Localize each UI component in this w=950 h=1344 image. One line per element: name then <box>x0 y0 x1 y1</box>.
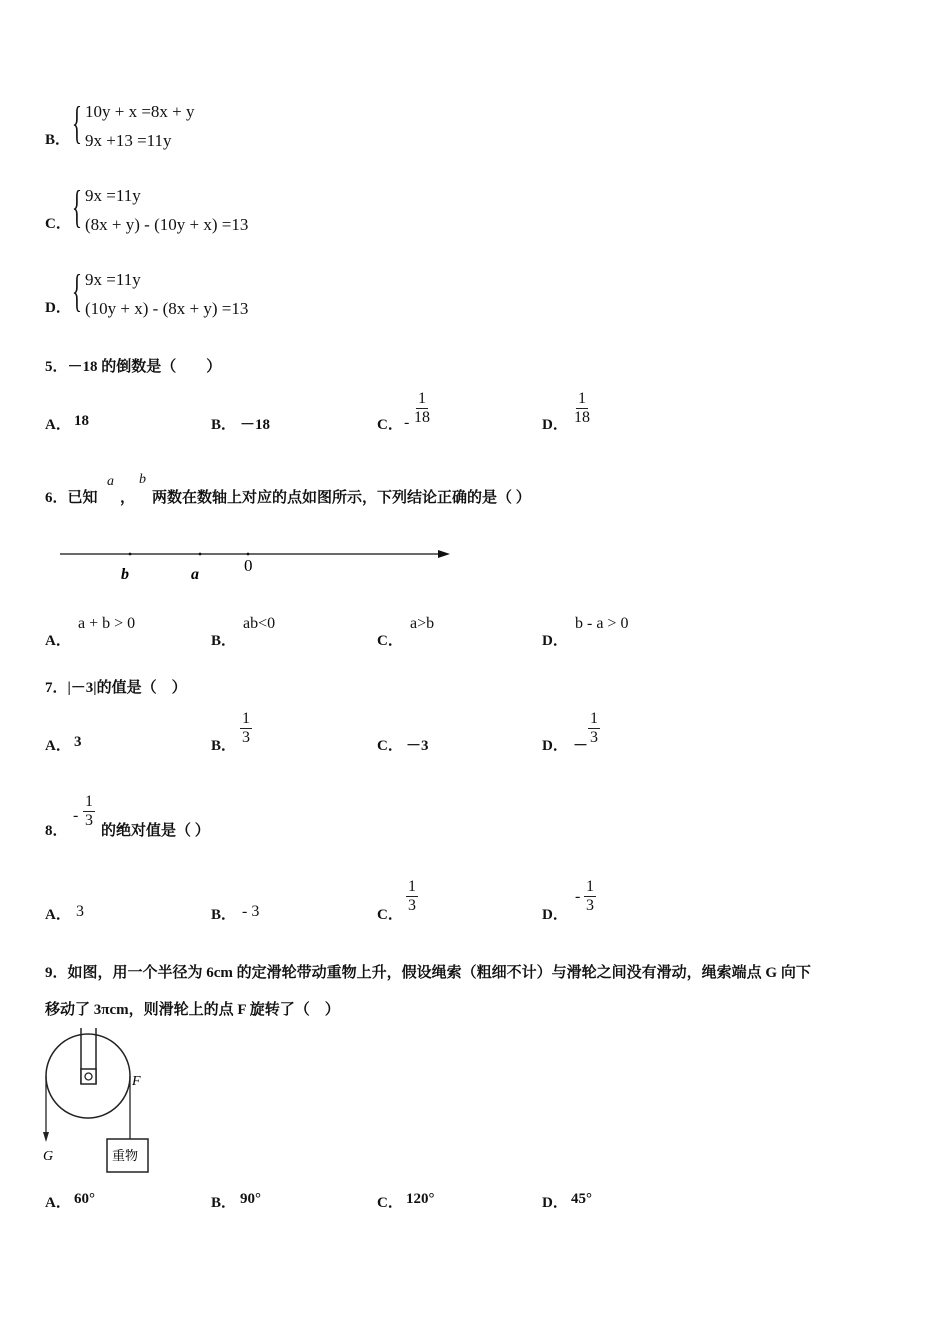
option-label: A． <box>45 907 71 923</box>
equation-line-2: (10y + x) - (8x + y) =13 <box>85 299 249 318</box>
option-label: B． <box>211 738 237 754</box>
option-label: B． <box>211 1195 237 1211</box>
option-expression: a + b > 0 <box>78 615 136 632</box>
option-value: －18 <box>240 417 271 433</box>
arrow-down-icon <box>43 1132 49 1142</box>
pulley-figure <box>40 1028 155 1176</box>
option-value: －3 <box>406 738 429 754</box>
fraction: $\frac{1}{3}$ <box>408 878 416 915</box>
fraction: $\frac{1}{3}$ <box>85 793 93 830</box>
question-stem: 5．－18 的倒数是（ ） <box>45 359 222 375</box>
option-label: C． <box>45 216 71 232</box>
option-expression: a>b <box>410 615 435 632</box>
option-label: C． <box>377 1195 403 1211</box>
arrow-icon <box>438 550 450 558</box>
fraction: $\frac{1}{3}$ <box>586 878 594 915</box>
option-label: B． <box>45 132 71 148</box>
equation-line-2: (8x + y) - (10y + x) =13 <box>85 215 249 234</box>
label-g: G <box>43 1149 54 1164</box>
option-label: C． <box>377 907 403 923</box>
minus-sign: - <box>404 414 410 431</box>
label-f: F <box>132 1074 141 1089</box>
option-label: C． <box>377 417 403 433</box>
equation-line-1: 9x =11y <box>85 186 141 205</box>
equation-line-1: 10y + x =8x + y <box>85 102 195 121</box>
point-zero <box>247 553 250 556</box>
variable-a: a <box>107 474 114 489</box>
option-expression: ab<0 <box>243 615 276 632</box>
fraction: $\frac{1}{3}$ <box>242 710 250 747</box>
option-label: D． <box>45 300 71 316</box>
label-zero: 0 <box>244 556 253 575</box>
brace-icon: { <box>72 181 82 232</box>
option-label: A． <box>45 738 71 754</box>
option-label: B． <box>211 907 237 923</box>
brace-icon: { <box>72 97 82 148</box>
option-label: B． <box>211 417 237 433</box>
equation-line-2: 9x +13 =11y <box>85 131 172 150</box>
axle-block <box>81 1069 96 1084</box>
question-stem-line-1: 9．如图，用一个半径为 6cm 的定滑轮带动重物上升，假设绳索（粗细不计）与滑轮之间没有滑动，绳索端点 G 向下 <box>45 965 811 981</box>
option-value: 120° <box>406 1191 435 1207</box>
equation-line-1: 9x =11y <box>85 270 141 289</box>
option-value: 60° <box>74 1191 95 1207</box>
option-label: A． <box>45 1195 71 1211</box>
option-label: D． <box>542 738 568 754</box>
option-value: - 3 <box>242 903 260 920</box>
label-a: a <box>191 566 199 583</box>
question-stem-suffix: 的绝对值是（ ） <box>101 823 210 839</box>
variable-b: b <box>139 472 146 487</box>
fraction: $\frac{1}{3}$ <box>590 710 598 747</box>
point-a <box>199 553 202 556</box>
minus-sign: － <box>573 738 589 754</box>
option-label: D． <box>542 907 568 923</box>
point-b <box>129 553 132 556</box>
option-label: A． <box>45 633 71 649</box>
option-value: 90° <box>240 1191 261 1207</box>
brace-icon: { <box>72 265 82 316</box>
option-value: 3 <box>74 734 82 750</box>
fraction: $\frac{1}{18}$ <box>574 390 590 427</box>
option-value: 18 <box>74 413 89 429</box>
number-line <box>55 540 455 585</box>
fraction: $\frac{1}{18}$ <box>414 390 430 427</box>
question-stem-suffix: 两数在数轴上对应的点如图所示，下列结论正确的是（ ） <box>152 490 531 506</box>
option-expression: b - a > 0 <box>575 615 629 632</box>
question-stem-line-2: 移动了 3πcm，则滑轮上的点 F 旋转了（ ） <box>45 1002 340 1018</box>
question-stem-prefix: 6．已知 <box>45 490 98 506</box>
label-b: b <box>121 566 129 583</box>
option-label: D． <box>542 1195 568 1211</box>
option-label: A． <box>45 417 71 433</box>
question-stem: 7．|－3|的值是（ ） <box>45 680 187 696</box>
question-number: 8． <box>45 823 68 839</box>
option-label: C． <box>377 738 403 754</box>
minus-sign: - <box>73 807 79 824</box>
weight-label: 重物 <box>112 1148 139 1163</box>
comma: ， <box>120 490 136 506</box>
option-label: B． <box>211 633 237 649</box>
option-label: D． <box>542 417 568 433</box>
option-label: D． <box>542 633 568 649</box>
option-label: C． <box>377 633 403 649</box>
option-value: 3 <box>76 903 84 920</box>
option-value: 45° <box>571 1191 592 1207</box>
minus-sign: - <box>575 888 581 905</box>
